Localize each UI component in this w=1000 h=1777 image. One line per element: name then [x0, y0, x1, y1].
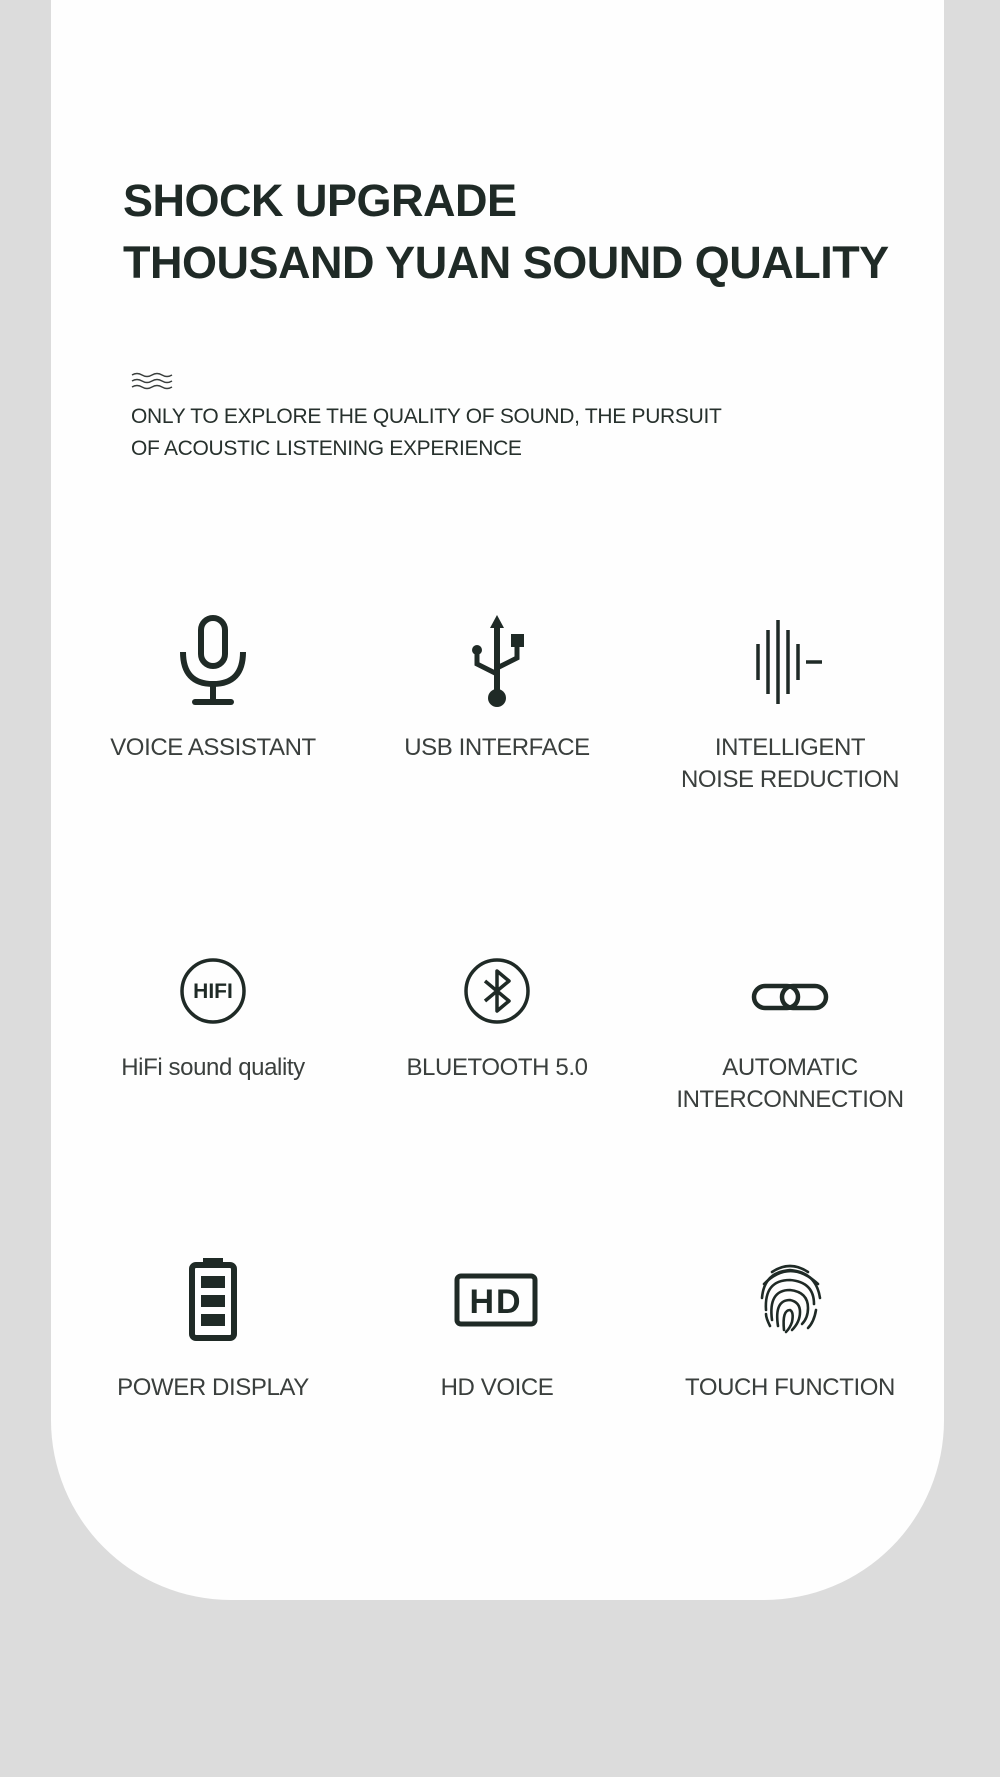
bluetooth-icon: [447, 932, 547, 1032]
hifi-icon: [163, 932, 263, 1032]
headline-line-2: THOUSAND YUAN SOUND QUALITY: [123, 237, 889, 288]
feature-touch-function: [650, 1252, 930, 1452]
feature-bluetooth: [357, 932, 637, 1132]
feature-label: INTELLIGENT NOISE REDUCTION: [680, 734, 900, 793]
link-icon: [740, 932, 840, 1032]
feature-label: BLUETOOTH 5.0: [406, 1054, 588, 1081]
feature-label: POWER DISPLAY: [117, 1374, 309, 1401]
feature-label: USB INTERFACE: [404, 734, 590, 761]
feature-label: AUTOMATIC INTERCONNECTION: [676, 1054, 904, 1113]
headline-line-1: SHOCK UPGRADE: [123, 175, 517, 226]
feature-label: TOUCH FUNCTION: [685, 1374, 895, 1401]
hd-icon-text: HD: [469, 1283, 523, 1321]
hifi-icon-text: HIFI: [193, 980, 233, 1003]
feature-noise-reduction: [650, 612, 930, 812]
tagline-line-1: ONLY TO EXPLORE THE QUALITY OF SOUND, THE PURSUIT: [131, 405, 722, 428]
feature-interconnection: [650, 932, 930, 1132]
feature-power-display: [73, 1252, 353, 1452]
feature-voice-assistant: [73, 612, 353, 812]
sound-wave-icon: [740, 612, 840, 712]
feature-usb-interface: [357, 612, 637, 812]
feature-hd-voice: [357, 1252, 637, 1452]
feature-hifi: [73, 932, 353, 1132]
feature-label: HD VOICE: [440, 1374, 554, 1401]
fingerprint-icon: [740, 1252, 840, 1352]
usb-icon: [447, 612, 547, 712]
microphone-icon: [163, 612, 263, 712]
battery-icon: [163, 1252, 263, 1352]
feature-label: HiFi sound quality: [121, 1054, 305, 1081]
tagline-line-2: OF ACOUSTIC LISTENING EXPERIENCE: [131, 437, 522, 460]
hd-icon: [447, 1252, 547, 1352]
feature-label: VOICE ASSISTANT: [110, 734, 316, 761]
